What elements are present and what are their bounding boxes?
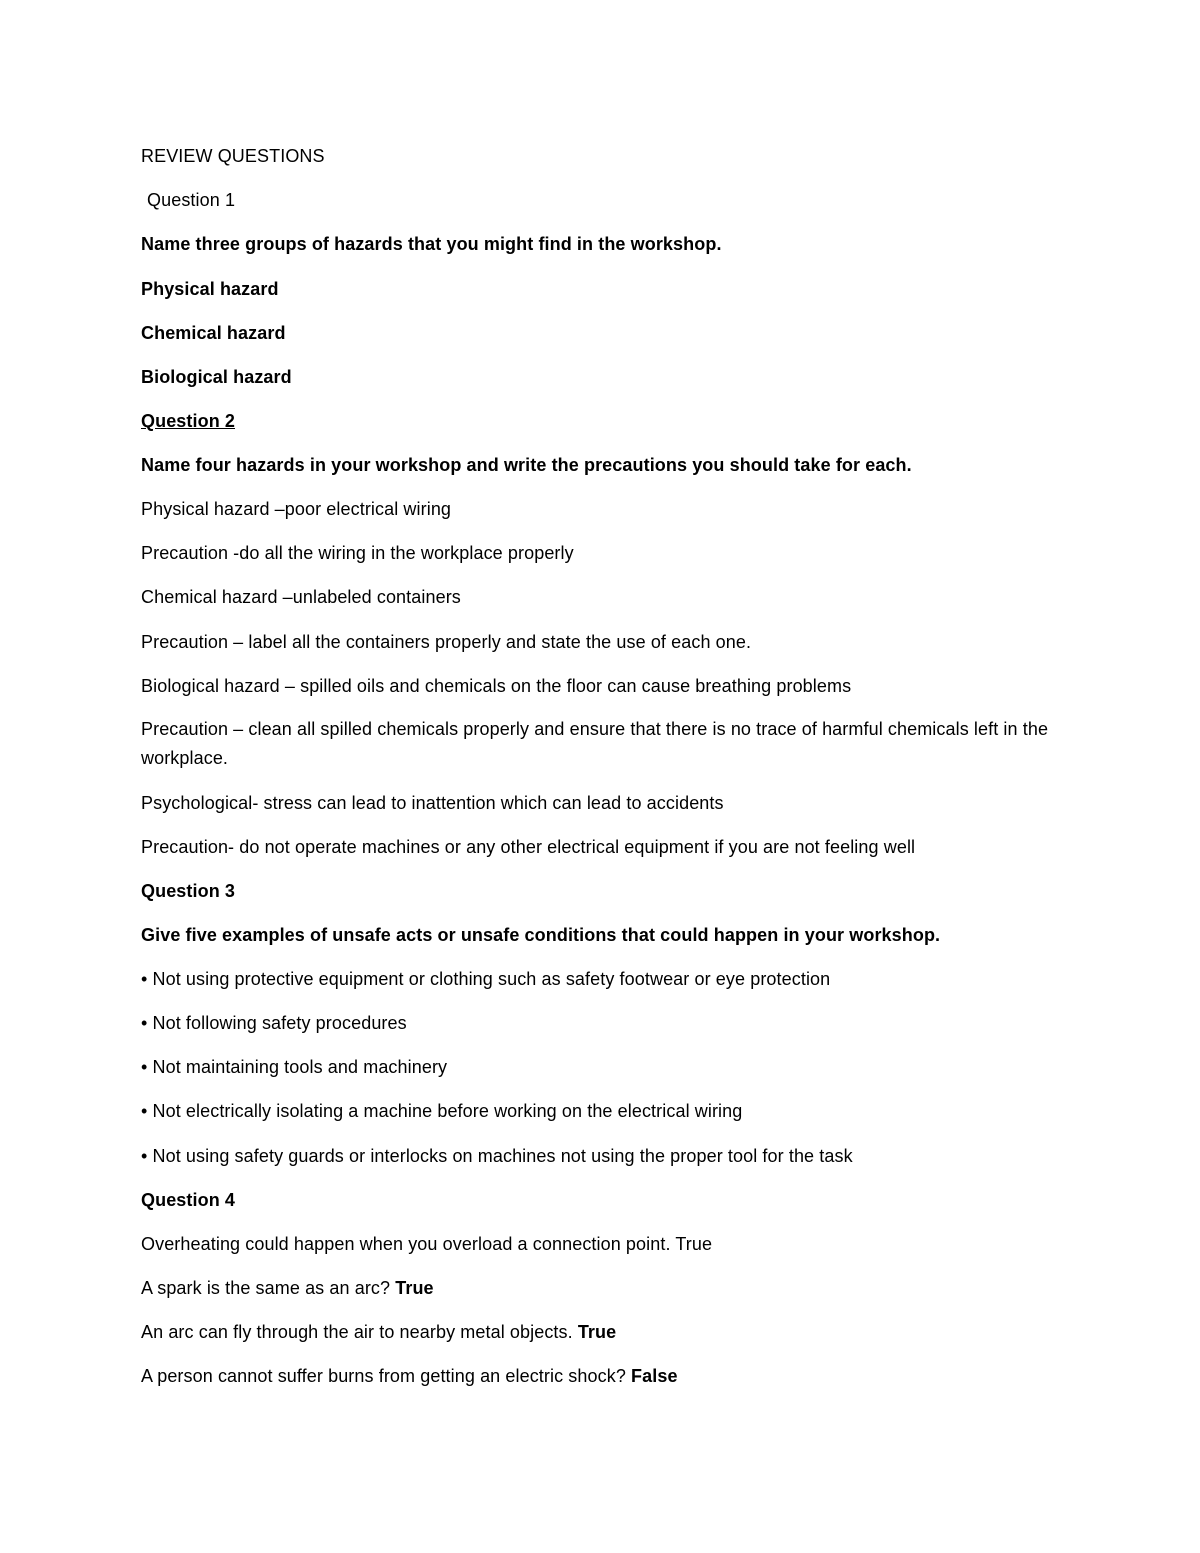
question-4-answer: True [395, 1278, 434, 1298]
question-3-bullet: • Not maintaining tools and machinery [141, 1057, 448, 1077]
question-4-answer: True [577, 1322, 617, 1342]
question-1-heading: Question 1 [147, 190, 236, 210]
question-3-heading: Question 3 [141, 881, 236, 901]
question-4-statement: Overheating could happen when you overload a connection point. [141, 1234, 676, 1254]
question-3-bullet: • Not electrically isolating a machine before working on the electrical wiring [141, 1101, 743, 1121]
question-4-answer: True [675, 1234, 713, 1254]
question-2-line: Precaution – clean all spilled chemicals properly and ensure that there is no trace of harmful chemicals left in the workplace. [141, 719, 1049, 768]
question-4-answer: False [631, 1366, 678, 1386]
question-4-heading: Question 4 [141, 1190, 236, 1210]
question-4-item [141, 1277, 434, 1299]
question-2-line: Precaution – label all the containers properly and state the use of each one. [141, 632, 752, 652]
question-3-bullet: • Not following safety procedures [141, 1013, 407, 1033]
question-4-statement: An arc can fly through the air to nearby metal objects. [141, 1322, 578, 1342]
question-2-line: Psychological- stress can lead to inattention which can lead to accidents [141, 793, 724, 813]
question-2-line: Physical hazard –poor electrical wiring [141, 499, 452, 519]
question-3-bullet: • Not using safety guards or interlocks on machines not using the proper tool for the task [141, 1146, 853, 1166]
question-1-answer: Chemical hazard [141, 323, 286, 343]
question-3-bullet: • Not using protective equipment or clothing such as safety footwear or eye protection [141, 969, 831, 989]
question-4-item [141, 1233, 712, 1255]
question-2-line: Chemical hazard –unlabeled containers [141, 587, 461, 607]
question-4-statement: A spark is the same as an arc? [141, 1278, 396, 1298]
question-1-answer: Physical hazard [141, 279, 279, 299]
question-1-prompt: Name three groups of hazards that you might find in the workshop. [141, 234, 722, 254]
question-4-item [141, 1321, 616, 1343]
question-4-statement: A person cannot suffer burns from getting an electric shock? [141, 1366, 632, 1386]
question-2-line: Precaution- do not operate machines or any other electrical equipment if you are not feeling well [141, 837, 916, 857]
question-1-answer: Biological hazard [141, 367, 292, 387]
question-2-line: Biological hazard – spilled oils and chemicals on the floor can cause breathing problems [141, 676, 852, 696]
question-2-heading: Question 2 [141, 411, 236, 431]
question-2-line: Precaution -do all the wiring in the workplace properly [141, 543, 574, 563]
document-title: REVIEW QUESTIONS [141, 146, 325, 166]
question-3-prompt: Give five examples of unsafe acts or unsafe conditions that could happen in your workshop. [141, 925, 941, 945]
question-2-prompt: Name four hazards in your workshop and write the precautions you should take for each. [141, 455, 912, 475]
question-4-item [141, 1365, 678, 1387]
